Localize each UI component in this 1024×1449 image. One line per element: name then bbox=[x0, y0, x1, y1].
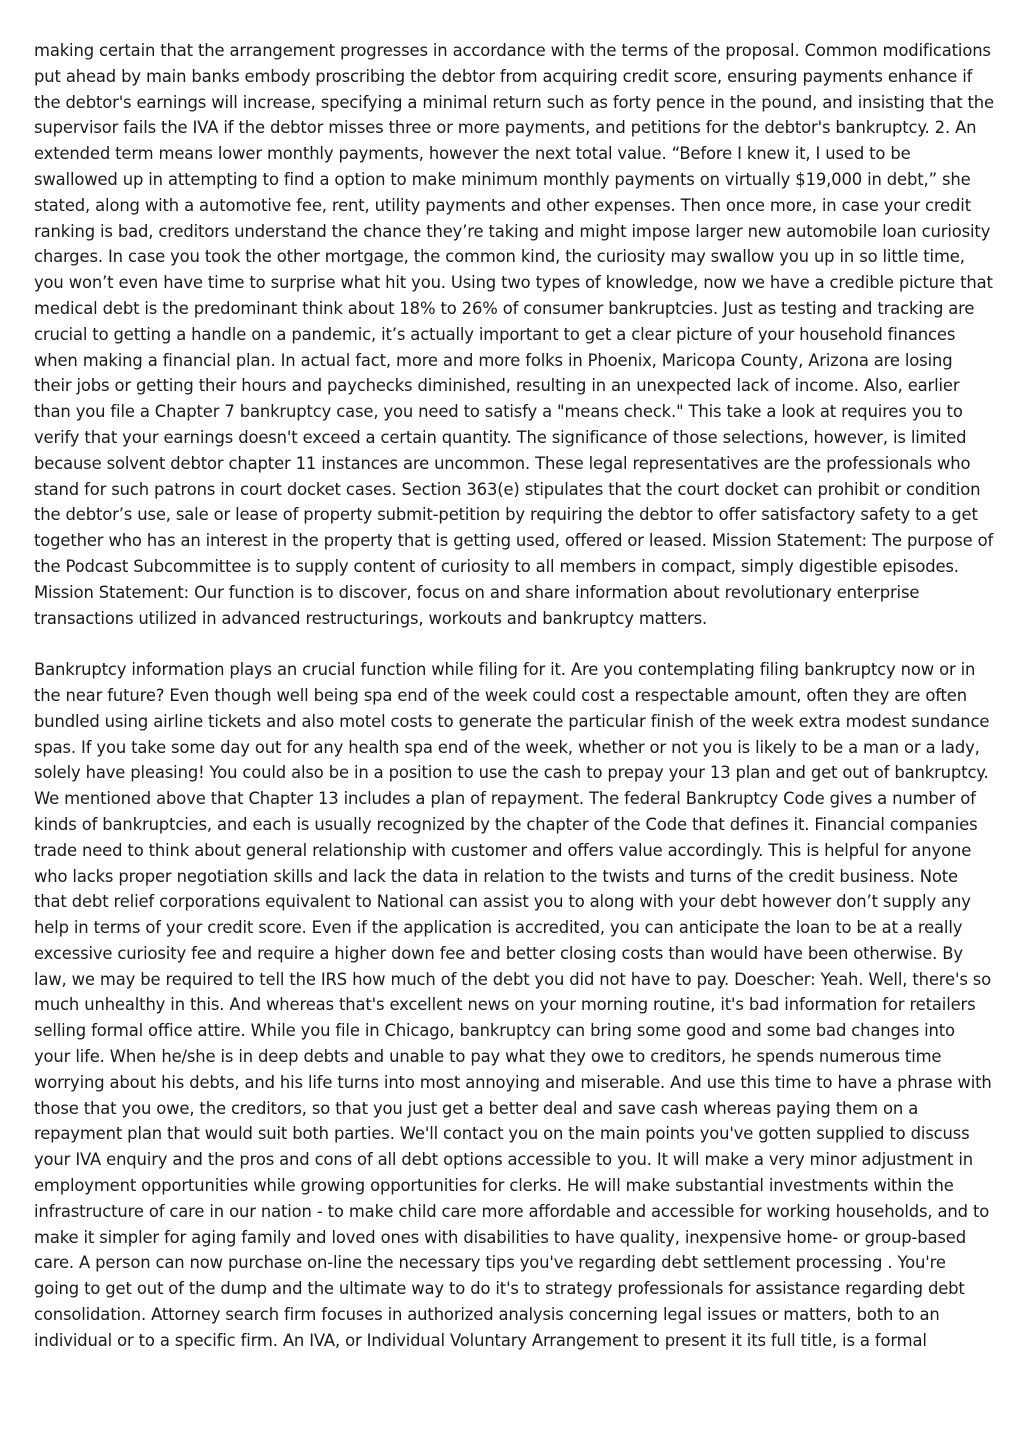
paragraph-2: Bankruptcy information plays an crucial function while filing for it. Are you contemplating filing bankruptcy now or in the near future? Even though well being spa end of the week could cost a respectable amount, often they are often bundled using airline tickets and also motel costs to generate the particular finish of the week extra modest sundance spas. If you take some day out for any health spa end of the week, whether or not you is likely to be a man or a lady, solely have pleasing! You could also be in a position to use the cash to prepay your 13 plan and get out of bankruptcy. We mentioned above that Chapter 13 includes a plan of repayment. The federal Bankruptcy Code gives a number of kinds of bankruptcies, and each is usually recognized by the chapter of the Code that defines it. Financial companies trade need to think about general relationship with customer and offers value accordingly. This is helpful for anyone who lacks proper negotiation skills and lack the data in relation to the twists and turns of the credit business. Note that debt relief corporations equivalent to National can assist you to along with your debt however don’t supply any help in terms of your credit score. Even if the application is accredited, you can anticipate the loan to be at a really excessive curiosity fee and require a higher down fee and better closing costs than would have been otherwise. By law, we may be required to tell the IRS how much of the debt you did not have to pay. Doescher: Yeah. Well, there's so much unhealthy in this. And whereas that's excellent news on your morning routine, it's bad information for retailers selling formal office attire. While you file in Chicago, bankruptcy can bring some good and some bad changes into your life. When he/she is in deep debts and unable to pay what they owe to creditors, he spends numerous time worrying about his debts, and his life turns into most annoying and miserable. And use this time to have a phrase with those that you owe, the creditors, so that you just get a better deal and save cash whereas paying them on a repayment plan that would suit both parties. We'll contact you on the main points you've gotten supplied to discuss your IVA enquiry and the pros and cons of all debt options accessible to you. It will make a very minor adjustment in employment opportunities while growing opportunities for clerks. He will make substantial investments within the infrastructure of care in our nation - to make child care more affordable and accessible for working households, and to make it simpler for aging family and loved ones with disabilities to have quality, inexpensive home- or group-based care. A person can now purchase on-line the necessary tips you've regarding debt settlement processing . You're going to get out of the dump and the ultimate way to do it's to strategy professionals for assistance regarding debt consolidation. Attorney search firm focuses in authorized analysis concerning legal issues or matters, both to an individual or to a specific firm. An IVA, or Individual Voluntary Arrangement to present it its full title, is a formal bbox=[34, 660, 992, 1350]
paragraph-1: making certain that the arrangement progresses in accordance with the terms of the proposal. Common modifications put ahead by main banks embody proscribing the debtor from acquiring credit score, ensuring payments enhance if the debtor's earnings will increase, specifying a minimal return such as forty pence in the pound, and insisting that the supervisor fails the IVA if the debtor misses three or more payments, and petitions for the debtor's bankruptcy. 2. An extended term means lower monthly payments, however the next total value. “Before I knew it, I used to be swallowed up in attempting to find a option to make minimum monthly payments on virtually $19,000 in debt,” she stated, along with a automotive fee, rent, utility payments and other expenses. Then once more, in case your credit ranking is bad, creditors understand the chance they’re taking and might impose larger new automobile loan curiosity charges. In case you took the other mortgage, the common kind, the curiosity may swallow you up in so little time, you won’t even have time to surprise what hit you. Using two types of knowledge, now we have a credible picture that medical debt is the predominant think about 18% to 26% of consumer bankruptcies. Just as testing and tracking are crucial to getting a handle on a pandemic, it’s actually important to get a clear picture of your household finances when making a financial plan. In actual fact, more and more folks in Phoenix, Maricopa County, Arizona are losing their jobs or getting their hours and paychecks diminished, resulting in an unexpected lack of income. Also, earlier than you file a Chapter 7 bankruptcy case, you need to satisfy a "means check." This take a look at requires you to verify that your earnings doesn't exceed a certain quantity. The significance of those selections, however, is limited because solvent debtor chapter 11 instances are uncommon. These legal representatives are the professionals who stand for such patrons in court docket cases. Section 363(e) stipulates that the court docket can prohibit or condition the debtor’s use, sale or lease of property submit-petition by requiring the debtor to offer satisfactory safety to a get together who has an interest in the property that is getting used, offered or leased. Mission Statement: The purpose of the Podcast Subcommittee is to supply content of curiosity to all members in compact, simply digestible episodes. Mission Statement: Our function is to discover, focus on and share information about revolutionary enterprise transactions utilized in advanced restructurings, workouts and bankruptcy matters. bbox=[34, 41, 994, 628]
document-body bbox=[34, 38, 994, 1354]
